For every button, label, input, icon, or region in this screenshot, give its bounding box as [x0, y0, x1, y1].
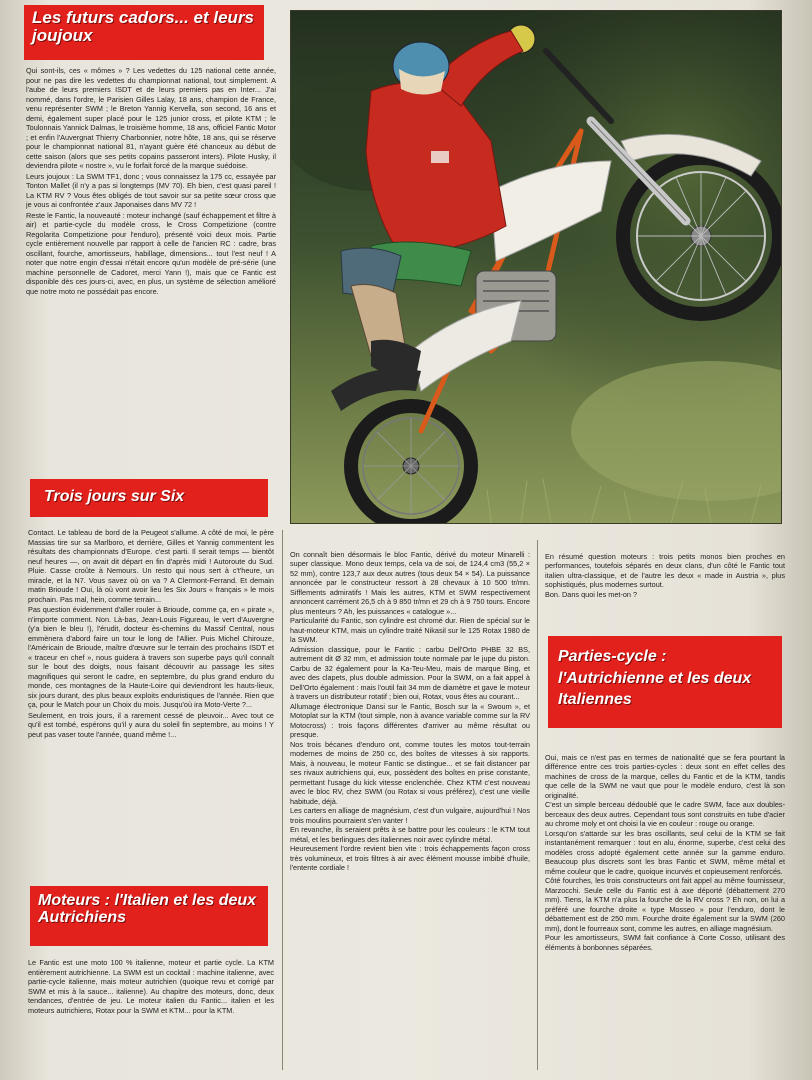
paragraph: On connaît bien désormais le bloc Fantic, dérivé du moteur Minarelli : super classique. Mono deux temps, cela va de soi, de 124,4 cm3 (55,2 × 52 mm), contre 123,7 aux deux autres (tous deux 54 × 54). La puissance annoncée par le constructeur ressort à 28 chevaux à 10 500 tr/mn. Sifflements admiratifs ! Mais les autres, KTM et SWM respectivement annoncent carrément 26,5 ch à 9 850 tr/mn et 29 ch à 9 750 tours. Encore plus menteurs ? Ah, les puissances « catalogue »... Particularité du Fantic, son cylindre est chromé dur. Rien de spécial sur le haut-moteur KTM, mais un cylindre traité Nikasil sur le 125 Rotax 1980 de la SWM. Admission classique, pour le Fantic : carbu Dell'Orto PHBE 32 BS, autrement dit Ø 32 mm, et admission toute normale par le jupe du piston. Carbu de 32 également pour la Ka-Teu-Meu, mais de marque Bing, et avec des clapets, plus double admission. Pour la SWM, on a fait appel à Dell'Orto également : mais l'outil fait 34 mm de diamètre et gave le moteur à travers un distributeur rotatif ; bien oui, Rotax, vous êtes au courant... Allumage électronique Dansi sur le Fantic, Bosch sur la « Swoum », et Motoplat sur la KTM (tout simple, non à avance variable comme sur la RV Motocross) : trois façons différentes d'arriver au même résultat ou presque. Nos trois bécanes d'enduro ont, comme toutes les motos tout-terrain modernes de moins de 250 cc, des boîtes de vitesses à six rapports. Mais, à nouveau, le moteur Fantic se distingue... et se fait distancer par ses rivaux autrichiens qui, eux, possèdent des boîtes en prise constante, permettant l'usage du kick vitesse enclenchée. Chez KTM c'est nouveau avec le bloc RV, chez SWM (ou Rotax si vous préférez), c'est une vieille habitude, déjà. Les carters en alliage de magnésium, c'est d'un vulgaire, aujourd'hui ! Nos trois moulins pourraient s'en vanter ! En revanche, ils seraient prêts à se battre pour les couleurs : le KTM tout métal, et les berlingues des italiennes noir avec cylindre métal. Heureusement l'ordre revient bien vite : trois échappements façon cross très volumineux, et trois filtres à air avec élément mousse imbibé d'huile, l'entente cordiale ! — [290, 549, 530, 872]
heading-moteurs — [30, 886, 268, 946]
heading-text: Moteurs : l'Italien et les deux Autrichiens — [38, 892, 257, 927]
column-3-parties-cycle — [545, 743, 785, 1073]
heading-futurs-cadors — [24, 5, 264, 60]
column-2-moteurs — [290, 540, 530, 1070]
paragraph: Seulement, en trois jours, il a rarement cessé de pleuvoir... Avec tout ce qu'il est tombé, espérons qu'il y aura du soleil fin septembre, au moins ! Y peut pas vaser toute l'année, quand même !... — [28, 710, 274, 739]
paragraph: Oui, mais ce n'est pas en termes de nationalité que se fera pourtant la différence entre ces trois parties-cycles : deux sont en effet celles des machines de cross de la marque, celles du Fantic et de la KTM, tandis que celle de la SWM ne vaut que pour le modèle enduro, c'est là son originalité. C'est un simple berceau dédoublé que le cadre SWM, face aux doubles-berceaux des deux autres. Cependant tous sont construits en tube d'acier au chrome moly et ont choisi la vie en couleur : rouge ou orange. Lorsqu'on s'attarde sur les bras oscillants, seul celui de la KTM se fait instantanément remarquer : tout en alu, énorme, superbe, c'est celui des modèles cross adopté également cette année sur la gamme enduro. Beaucoup plus discrets sont les bras Fantic et SWM, même métal et même couleur que le cadre, quoique incurvés et copieusement renforcés. Côté fourches, les trois constructeurs ont fait appel au même fournisseur, Marzocchi. Seule celle du Fantic est à axe déporté (débattement 270 mm). Tiens, la KTM n'a plus la fourche de la RV cross ? Eh non, on lui a préféré une fourche droite « type Mosseo » pour l'enduro, dont le débattement est de 250 mm. Fourche droite également sur la SWM (260 mm), dont le fourreaux sont, comme les autres, en alliage magnésium. Pour les amortisseurs, SWM fait confiance à Corte Cosso, utilisant des éléments à bonbonnes séparées. — [545, 752, 785, 952]
heading-text: Les futurs cadors... et leurs joujoux — [32, 8, 255, 46]
paragraph: Leurs joujoux : La SWM TF1, donc ; vous connaissez la 175 cc, essayée par Tonton Mallet (il n'y a pas si longtemps (MV 70). Eh bien, c'est quasi pareil ! La KTM RV ? Vous êtes obligés de tout savoir sur sa petite sœur cross que je vous ai confrontée z'aux Japonaises dans MV 72 ! — [26, 171, 276, 209]
paragraph: Le Fantic est une moto 100 % italienne, moteur et partie cycle. La KTM entièrement autrichienne. La SWM est un cocktail : machine italienne, avec partie-cycle italienne, mais moteur autrichien (quoique revu et corrigé par SWM et mis à la sauce... italienne). Au chapitre des moteurs, donc, deux tendances, d'entrée de jeu. Le moteur italien du Fantic... italien et les moteurs autrichiens, Rotax pour la SWM et KTM... pour la KTM. — [28, 958, 274, 1015]
paragraph: Contact. Le tableau de bord de la Peugeot s'allume. A côté de moi, le père Massias tire sur sa Marlboro, et derrière, Gilles et Yannig commentent les résultats des championnats d'Europe. c'est parti. Il serait temps — bientôt neuf heures —, on avait dit départ en fin d'après midi ! Autoroute du Sud. Pluie. Casse croûte à Nemours. Un resto qui nous sert à c't'heure, un miracle, et la N7. Vous savez où on va ? A Clermont-Ferrand. Et demain matin Brioude ! Oui, là où vont avoir lieu les Six Jours « français » le mois prochain. Pas mal, hein, comme terrain... — [28, 528, 274, 604]
enduro-rider-photo — [290, 10, 782, 524]
paragraph: Reste le Fantic, la nouveauté : moteur inchangé (sauf échappement et filtre à air) et partie-cycle du modèle cross, le Cross Competizione (contre Regolarita Competizione pour l'enduro), présenté voici deux mois. Partie cycle entièrement nouvelle par rapport à celle de l'ancien RC : cadre, bras oscillant, fourche, amortisseurs, habillage, dimensions... tout l'est neuf ! A noter que notre engin d'essai n'était encore qu'un modèle de pré-série (une machine personnelle de Cadoret, merci Yann !), mais que ce Fantic est disponible dès ces jours-ci, avec, en plus, un système de sélection amélioré que notre moto ne possédait pas encore. — [26, 210, 276, 296]
paragraph: En résumé question moteurs : trois petits monos bien proches en performances, toutefois séparés en deux clans, d'un côté le Fantic tout italien ultra-classique, et de l'autre les deux « made in Austria », plus sophistiqués, plus modernes surtout. Bon. Dans quoi les met-on ? — [545, 551, 785, 599]
column-1-moteurs — [28, 958, 274, 1070]
heading-trois-jours — [30, 479, 268, 517]
column-divider — [537, 540, 538, 1070]
heading-parties-cycle — [548, 636, 782, 728]
paragraph: Qui sont-ils, ces « mômes » ? Les vedettes du 125 national cette année, pour ne pas dire les vedettes du championnat national, tout simplement. A l'aube de leurs premiers ISDT et de leurs premiers pas en Inter... J'ai nommé, dans l'ordre, le Parisien Gilles Lalay, 18 ans, champion de France, venu représenter SWM ; le Breton Yannig Kervella, son second, 16 ans et demi, également super placé pour le 125 junior cross, et pilote KTM ; le Toulonnais Yannick Dalmas, le troisième homme, 18 ans, officiel Fantic Motor ; et enfin l'Auvergnat Thierry Charbonnier, notre hôte, 18 ans, qui se réserve pour le championnat national 81, n'ayant guère été chanceux au début de cette saison (alors que ses petits copains passeront inters). Pilote Husky, il deviendra pilote « nostre », vu le forfait forcé de la marque suédoise. — [26, 66, 276, 170]
paragraph: Pas question évidemment d'aller rouler à Brioude, comme ça, en « pirate », n'importe comment. Non. Là-bas, Jean-Louis Figureau, le vert d'Auvergne (y'a bien le bleu !), l'érudit, docteur ès-chemins du Massif Central, nous emmènera d'abord faire un tour le long de l'Allier. Puis Michel Chirouze, l'Américain de Brioude, maître d'œuvre sur le terrain des prochains ISDT et « traceur en chef », nous guidera à travers son superbe pays qu'il connaît sur le bout des doigts, nous faisant découvrir au passage les sites magnifiques qui seront le cadre, en septembre, du plus grand enduro du monde, ces montagnes de la Haute-Loire qui deviendront les hauts-lieux, six jours durant, des plus beaux exploits enduristiques de l'année. Rien que ça, pour le Match pour un Choix du mois. Jusqu'où ira Moto-Verte ?... — [28, 605, 274, 709]
column-1-intro — [26, 66, 276, 432]
column-divider — [282, 530, 283, 1070]
column-1-trois-jours — [28, 528, 274, 873]
heading-text: Trois jours sur Six — [44, 488, 185, 505]
column-3-resume — [545, 542, 785, 622]
heading-text: Parties-cycle : l'Autrichienne et les deux Italiennes — [558, 648, 752, 709]
